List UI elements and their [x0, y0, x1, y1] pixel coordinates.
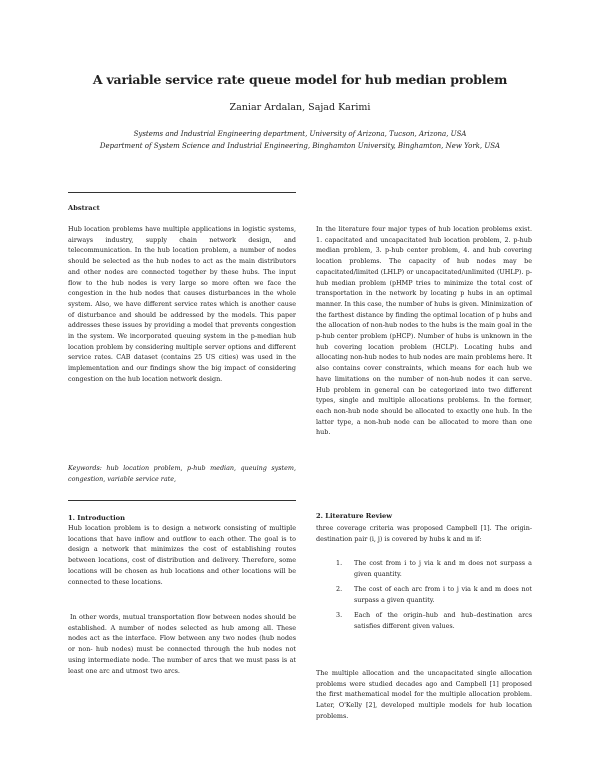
right-column-paragraph: In the literature four major types of hub location problems exist. 1. capacitated and uncapacitated hub location problem, 2. p-hub median problem, 3. p-hub center problem, 4. and hub covering location problems. The capacity of hub nodes may be capacitated/limited (LHLP) or uncapacitated/unlimited (UHLP). p-hub median problem (pHMP tries to minimize the total cost of transportation in the network by locating p hubs in an optimal manner. In this case, the number of hubs is given. Minimization of the farthest distance by finding the optimal location of p hubs and the allocation of non-hub nodes to the hubs is the main goal in the p-hub center problem (pHCP). Number of hubs is unknown in the hub covering location problem (HCLP). Locating hubs and allocating non-hub nodes to hub nodes are main problems here. It also contains cover constraints, which means for each hub we have limitations on the number of non-hub nodes it can serve. Hub problem in general can be categorized into two different types, single and multiple allocations problems. In the former, each non-hub node should be allocated to exactly one hub. In the latter type, a non-hub node can be allocated to more than one hub. [316, 225, 532, 437]
paper-title: A variable service rate queue model for hub median problem [92, 72, 508, 87]
list-item [316, 584, 532, 605]
intro-heading: 1. Introduction [68, 514, 125, 522]
intro-paragraph-1: Hub location problem is to design a network consisting of multiple locations that have inflow and outflow to each other. The goal is to design a network that minimizes the cost of establishing routes between locations, cost of distribution and delivery. Therefore, some locations will be chosen as hub locations and other locations will be connected to these locations. [68, 524, 296, 586]
list-item-number: 2. [336, 585, 343, 593]
literature-heading: 2. Literature Review [316, 512, 393, 520]
abstract-bottom-rule [68, 500, 296, 501]
coverage-criteria-list [316, 558, 532, 636]
literature-paragraph-2: The multiple allocation and the uncapacitated single allocation problems were studied decades ago and Campbell [1] proposed the first mathematical model for the multiple allocation problem. Later, O'Kelly [2], developed multiple models for hub location problems. [316, 669, 532, 720]
list-item-text: The cost of each arc from i to j via k and m does not surpass a given quantity. [354, 585, 532, 604]
affiliation-2: Department of System Science and Industrial Engineering, Binghamton University, Binghamton, New York, USA [99, 142, 501, 150]
list-item-number: 1. [336, 559, 343, 567]
list-item [316, 610, 532, 631]
abstract-text: Hub location problems have multiple applications in logistic systems, airways industry, supply chain network design, and telecommunication. In the hub location problem, a number of nodes should be selected as the hub nodes to act as the main distributors and other nodes are connected together by these hubs. The input flow to the hub nodes is very large so more often we face the congestion in the hub nodes that causes disturbances in the whole system. Also, we have different service rates which is another cause of disturbance and should be addressed by the models. This paper addresses these issues by providing a model that prevents congestion in the system. We incorporated queuing system in the p-median hub location problem by considering multiple server options and different service rates. CAB dataset (contains 25 US cities) was used in the implementation and our findings show the big impact of considering congestion on the hub location network design. [68, 225, 296, 383]
paper-authors: Zaniar Ardalan, Sajad Karimi [229, 102, 371, 113]
list-item [316, 558, 532, 579]
list-item-text: The cost from i to j via k and m does not surpass a given quantity. [354, 559, 532, 578]
literature-intro: three coverage criteria was proposed Campbell [1]. The origin-destination pair (i, j) is covered by hubs k and m if: [316, 524, 532, 543]
abstract-top-rule [68, 192, 296, 193]
abstract-heading: Abstract [68, 204, 100, 212]
affiliation-1: Systems and Industrial Engineering department, University of Arizona, Tucson, Arizona, USA [133, 130, 467, 138]
list-item-number: 3. [336, 611, 343, 619]
list-item-text: Each of the origin–hub and hub–destination arcs satisfies different given values. [354, 611, 532, 630]
intro-paragraph-2: In other words, mutual transportation flow between nodes should be established. A number of nodes selected as hub among all. These nodes act as the interface. Flow between any two nodes (hub nodes or non- hub nodes) must be connected through the hub nodes not using intermediate node. The number of arcs that we must pass is at least one arc and utmost two arcs. [68, 613, 296, 675]
keywords: Keywords: hub location problem, p-hub median, queuing system, congestion, variable service rate, [68, 464, 296, 483]
